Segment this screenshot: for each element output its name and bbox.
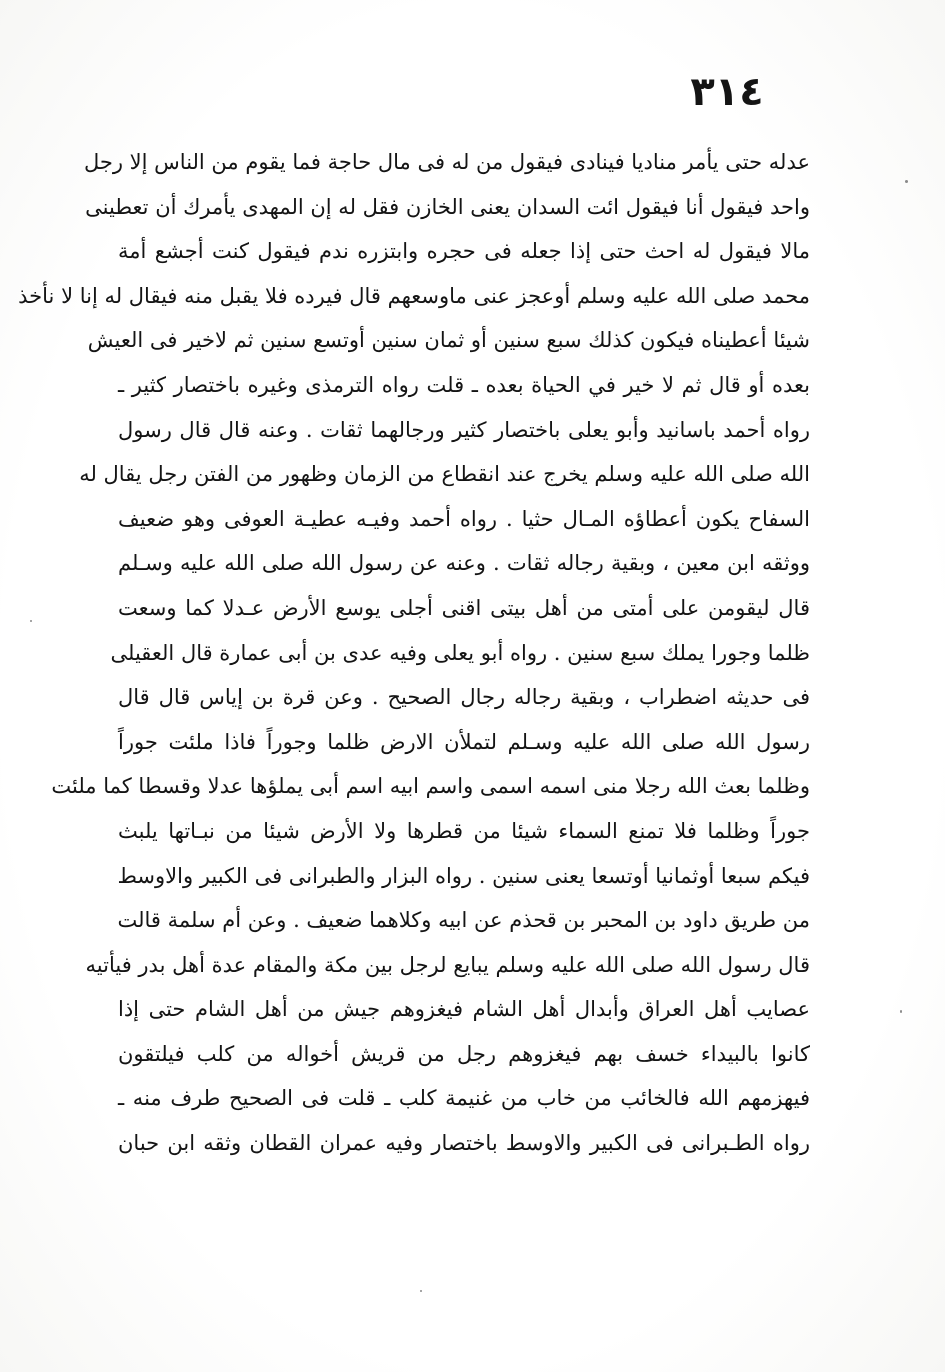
text-line-10: ووثقه ابن معين ، وبقية رجاله ثقات . وعنه عن رسول الله صلى الله عليه وسـلم <box>118 551 810 576</box>
text-line-14: رسول الله صلى الله عليه وسـلم لتملأن الارض ظلما وجوراً فاذا ملئت جوراً <box>118 729 810 754</box>
text-line-9: السفاح يكون أعطاؤه المـال حثيا . رواه أحمد وفيـه عطيـة العوفى وهو ضعيف <box>118 506 810 531</box>
text-line-6: بعده أو قال ثم لا خير في الحياة بعده ـ قلت رواه الترمذى وغيره باختصار كثير ـ <box>118 372 810 397</box>
scan-speck <box>420 1290 422 1292</box>
text-line-13: فى حديثه اضطراب ، وبقية رجاله رجال الصحيح . وعن قرة بن إياس قال قال <box>118 685 810 710</box>
text-line-23: رواه الطـبرانى فى الكبير والاوسط باختصار وفيه عمران القطان وثقه ابن حبان <box>118 1131 810 1156</box>
text-line-20: عصايب أهل العراق وأبدال أهل الشام فيغزوهم جيش من أهل الشام حتى إذا <box>118 997 810 1022</box>
scan-speck <box>900 1010 902 1013</box>
text-line-4: محمد صلى الله عليه وسلم أوعجز عنى ماوسعهم قال فيرده فلا يقبل منه فيقال له إنا لا نأخذ <box>18 283 810 308</box>
text-line-15: وظلما بعث الله رجلا منى اسمه اسمى واسم ابيه اسم أبى يملؤها عدلا وقسطا كما ملئت <box>51 774 810 799</box>
text-line-17: فيكم سبعا أوثمانيا أوتسعا يعنى سنين . رواه البزار والطبرانى فى الكبير والاوسط <box>117 863 810 888</box>
text-line-8: الله صلى الله عليه وسلم يخرج عند انقطاع من الزمان وظهور من الفتن رجل يقال له <box>79 462 810 487</box>
text-line-12: ظلما وجورا يملك سبع سنين . رواه أبو يعلى وفيه عدى بن أبى عمارة قال العقيلى <box>110 640 810 665</box>
text-line-22: فيهزمهم الله فالخائب من خاب من غنيمة كلب ـ قلت فى الصحيح طرف منه ـ <box>118 1086 810 1111</box>
text-line-2: واحد فيقول أنا فيقول ائت السدان يعنى الخازن فقل له إن المهدى يأمرك أن تعطينى <box>85 194 810 219</box>
text-line-1: عدله حتى يأمر مناديا فينادى فيقول من له فى مال حاجة فما يقوم من الناس إلا رجل <box>83 150 810 174</box>
scan-speck <box>905 180 908 183</box>
scan-speck <box>30 620 32 622</box>
text-line-18: من طريق داود بن المحبر بن قحذم عن ابيه وكلاهما ضعيف . وعن أم سلمة قالت <box>117 908 810 933</box>
text-line-16: جوراً وظلما فلا تمنع السماء شيئا من قطرها ولا الأرض شيئا من نبـاتها يلبث <box>118 818 810 843</box>
text-line-5: شيئا أعطيناه فيكون كذلك سبع سنين أو ثمان سنين أوتسع سنين ثم لاخير فى العيش <box>87 328 810 353</box>
text-line-3: مالا فيقول له احث حتى إذا جعله فى حجره وابتزره ندم فيقول كنت أجشع أمة <box>118 239 810 264</box>
text-line-19: قال رسول الله صلى الله عليه وسلم يبايع لرجل بين مكة والمقام عدة أهل بدر فيأتيه <box>85 952 810 977</box>
text-line-21: كانوا بالبيداء خسف بهم فيغزوهم رجل من قريش أخواله من كلب فيلتقون <box>118 1041 810 1066</box>
text-line-7: رواه أحمد باسانيد وأبو يعلى باختصار كثير ورجالهما ثقات . وعنه قال قال رسول <box>118 417 810 442</box>
text-line-11: قال ليقومن على أمتى من أهل بيتى اقنى أجلى يوسع الأرض عـدلا كما وسعت <box>118 595 810 620</box>
page-number: ٣١٤ <box>690 69 764 115</box>
body-text <box>18 140 810 1166</box>
